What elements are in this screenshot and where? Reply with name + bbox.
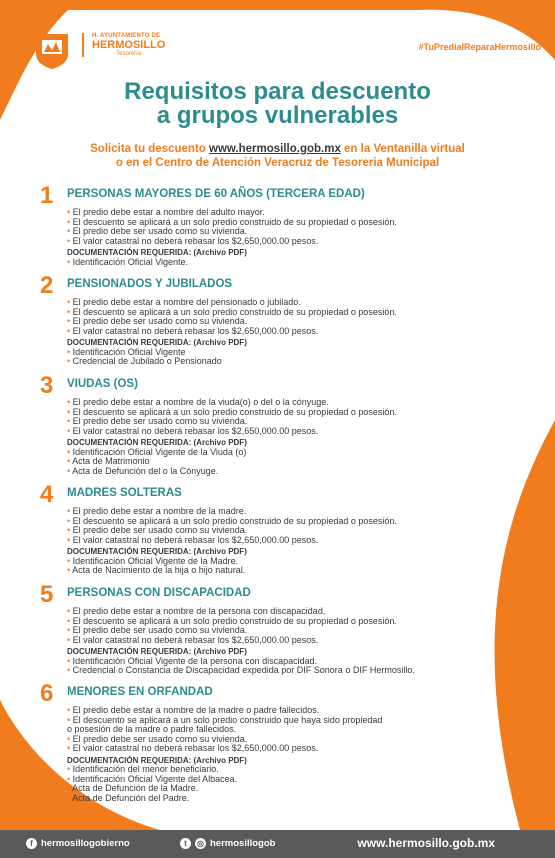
requirement-text: El predio debe ser usado como su vivienda. xyxy=(72,733,248,744)
org-name xyxy=(82,33,165,57)
bullet-icon: • xyxy=(67,297,73,307)
bullet-icon: • xyxy=(67,465,73,476)
footer-facebook-text: hermosillogobierno xyxy=(41,838,130,849)
document-item xyxy=(67,566,397,576)
section-number: 1 xyxy=(40,182,54,209)
org-line1: H. AYUNTAMIENTO DE xyxy=(92,33,161,39)
subtitle-suffix: en la Ventanilla virtual xyxy=(340,143,465,155)
bullet-icon: • xyxy=(67,207,73,217)
requirement-text: El predio debe estar a nombre de la madre o padre fallecidos. xyxy=(72,705,320,715)
document-text: Credencial o Constancia de Discapacidad expedida por DIF Sonora o DIF Hermosillo. xyxy=(72,665,415,675)
document-item xyxy=(67,794,382,804)
section-number: 2 xyxy=(40,272,54,299)
requirement-text: El descuento se aplicará a un solo predio construido de su propiedad o posesión. xyxy=(72,406,397,417)
document-item xyxy=(67,258,397,268)
requirement-text: El descuento se aplicará a un solo predio construido de su propiedad o posesión. xyxy=(72,515,397,526)
document-text: Credencial de Jubilado o Pensionado xyxy=(72,356,222,366)
requirement-text: El descuento se aplicará a un solo predio construido que haya sido propiedad xyxy=(72,714,383,725)
section-title: MADRES SOLTERAS xyxy=(67,487,182,499)
instagram-icon: ◎ xyxy=(195,838,206,849)
bullet-icon: • xyxy=(67,306,73,317)
bullet-icon: • xyxy=(67,515,73,526)
subtitle-url-link[interactable]: www.hermosillo.gob.mx xyxy=(209,143,341,155)
subtitle-line2: o en el Centro de Atención Veracruz de Tesoreria Municipal xyxy=(115,157,440,169)
bullet-icon: • xyxy=(67,743,73,753)
requirement-text: El valor catastral no deberá rebasar los $2,650,000.00 pesos. xyxy=(72,325,319,336)
bullet-icon: • xyxy=(67,316,73,326)
bullet-icon: • xyxy=(67,256,73,267)
bullet-icon: • xyxy=(67,773,73,784)
document-text: Acta de Defunción del o la Cónyuge. xyxy=(72,465,219,476)
requirement-text: El predio debe estar a nombre del adulto mayor. xyxy=(72,207,265,217)
page-title xyxy=(0,80,555,128)
bullet-icon: • xyxy=(67,705,73,715)
requirement-text: El predio debe estar a nombre de la viuda(o) o del o la cónyuge. xyxy=(72,397,329,407)
requirement-text: El valor catastral no deberá rebasar los $2,650,000.00 pesos. xyxy=(72,743,319,753)
bullet-icon: • xyxy=(67,235,73,246)
bullet-icon: • xyxy=(67,565,73,575)
municipal-seal-icon xyxy=(32,30,72,70)
document-text: Identificación Oficial Vigente del Albacea. xyxy=(72,773,238,784)
bullet-icon: • xyxy=(67,356,73,366)
requirement-item xyxy=(67,237,397,247)
document-item xyxy=(67,666,415,676)
requirement-text: El predio debe estar a nombre del pensionado o jubilado. xyxy=(72,297,301,307)
requirement-text: o posesión de la madre o padre fallecidos. xyxy=(67,724,237,734)
bullet-icon: • xyxy=(67,625,73,635)
section-title: VIUDAS (OS) xyxy=(67,378,138,390)
org-line2: HERMOSILLO xyxy=(92,39,166,51)
section-title: PERSONAS CON DISCAPACIDAD xyxy=(67,587,251,599)
section-number: 5 xyxy=(40,581,54,608)
section-content xyxy=(67,507,397,576)
documents-heading: DOCUMENTACIÓN REQUERIDA: (Archivo PDF) xyxy=(67,547,247,556)
section-title: PERSONAS MAYORES DE 60 AÑOS (TERCERA EDAD) xyxy=(67,188,365,200)
section-content xyxy=(67,607,415,676)
document-item xyxy=(67,467,397,477)
bullet-icon: • xyxy=(67,425,73,436)
section-content xyxy=(67,298,397,367)
requirement-item xyxy=(67,536,397,546)
requirement-text: El valor catastral no deberá rebasar los $2,650,000.00 pesos. xyxy=(72,425,319,436)
document-text: Identificación Oficial Vigente de la persona con discapacidad. xyxy=(72,655,318,666)
subtitle-prefix: Solicita tu descuento xyxy=(90,143,209,155)
requirement-text: El predio debe ser usado como su vivienda. xyxy=(72,316,248,326)
requirement-text: El predio debe ser usado como su vivienda. xyxy=(72,625,248,635)
bullet-icon: • xyxy=(67,456,73,466)
requirement-text: El predio debe estar a nombre de la persona con discapacidad. xyxy=(72,606,326,616)
documents-heading: DOCUMENTACIÓN REQUERIDA: (Archivo PDF) xyxy=(67,338,247,347)
bullet-icon: • xyxy=(67,634,73,645)
requirement-text: El descuento se aplicará a un solo predio construido de su propiedad o posesión. xyxy=(72,216,397,227)
document-text: Acta de Nacimiento de la hija o hijo natural. xyxy=(72,565,246,575)
requirement-text: El predio debe ser usado como su vivienda. xyxy=(72,525,248,535)
requirement-item xyxy=(67,636,415,646)
section-number: 3 xyxy=(40,372,54,399)
bullet-icon: • xyxy=(67,733,73,744)
hashtag: #TuPredialReparaHermosillo xyxy=(418,42,541,52)
requirement-item xyxy=(67,427,397,437)
requirement-text: El descuento se aplicará a un solo predio construido de su propiedad o posesión. xyxy=(72,615,397,626)
documents-heading: DOCUMENTACIÓN REQUERIDA: (Archivo PDF) xyxy=(67,438,247,447)
bullet-icon: • xyxy=(67,655,73,666)
section-title: PENSIONADOS Y JUBILADOS xyxy=(67,278,233,290)
org-line3: Tesorería xyxy=(116,51,142,57)
section-content xyxy=(67,208,397,267)
bullet-icon: • xyxy=(67,534,73,545)
bullet-icon: • xyxy=(67,665,73,675)
requirement-text: El valor catastral no deberá rebasar los $2,650,000.00 pesos. xyxy=(72,235,319,246)
document-text: Identificación Oficial Vigente de la Viuda (o) xyxy=(72,446,247,457)
bullet-icon: • xyxy=(67,555,73,566)
requirement-text: El valor catastral no deberá rebasar los $2,650,000.00 pesos. xyxy=(72,534,319,545)
bullet-icon: • xyxy=(67,216,73,227)
requirement-text: El predio debe ser usado como su vivienda. xyxy=(72,416,248,426)
requirement-text: El predio debe estar a nombre de la madre. xyxy=(72,506,247,516)
document-text: Acta de Matrimonio xyxy=(72,456,150,466)
bullet-icon: • xyxy=(67,346,73,357)
document-text: Identificación Oficial Vigente de la Madre. xyxy=(72,555,239,566)
bullet-icon: • xyxy=(67,792,73,803)
documents-heading: DOCUMENTACIÓN REQUERIDA: (Archivo PDF) xyxy=(67,647,247,656)
documents-heading: DOCUMENTACIÓN REQUERIDA: (Archivo PDF) xyxy=(67,755,247,765)
document-item xyxy=(67,357,397,367)
section-number: 4 xyxy=(40,481,54,508)
bullet-icon: • xyxy=(67,325,73,336)
bullet-icon: • xyxy=(67,446,73,457)
requirement-item xyxy=(67,327,397,337)
bullet-icon: • xyxy=(67,606,73,616)
document-text: Acta de Defunción del Padre. xyxy=(72,792,190,803)
bullet-icon: • xyxy=(67,714,73,725)
requirement-text: El valor catastral no deberá rebasar los $2,650,000.00 pesos. xyxy=(72,634,319,645)
header xyxy=(0,0,555,80)
twitter-icon: t xyxy=(180,838,191,849)
bullet-icon: • xyxy=(67,615,73,626)
document-text: Identificación Oficial Vigente xyxy=(72,346,186,357)
bullet-icon: • xyxy=(67,226,73,236)
facebook-icon: f xyxy=(26,838,37,849)
bullet-icon: • xyxy=(67,506,73,516)
bullet-icon: • xyxy=(67,525,73,535)
section-title: MENORES EN ORFANDAD xyxy=(67,686,213,698)
footer-social[interactable] xyxy=(180,838,275,849)
title-line1: Requisitos para descuento xyxy=(124,78,431,105)
title-line2: a grupos vulnerables xyxy=(156,102,399,129)
footer-social-text: hermosillogob xyxy=(210,838,276,849)
bullet-icon: • xyxy=(67,406,73,417)
section-content xyxy=(67,398,397,476)
document-text: Identificación del menor beneficiario. xyxy=(72,764,219,774)
footer xyxy=(0,830,555,858)
requirement-text: El predio debe ser usado como su vivienda. xyxy=(72,226,248,236)
section-number: 6 xyxy=(40,680,54,707)
footer-facebook[interactable] xyxy=(26,838,130,849)
bullet-icon: • xyxy=(67,764,73,774)
requirement-text: El descuento se aplicará a un solo predio construido de su propiedad o posesión. xyxy=(72,306,397,317)
subtitle xyxy=(0,142,555,170)
footer-website-link[interactable]: www.hermosillo.gob.mx xyxy=(357,836,495,850)
document-text: Identificación Oficial Vigente. xyxy=(72,256,189,267)
document-text: Acta de Defunción de la Madre. xyxy=(72,783,199,793)
bullet-icon: • xyxy=(67,783,73,793)
requirement-item xyxy=(67,744,382,754)
bullet-icon: • xyxy=(67,416,73,426)
documents-heading: DOCUMENTACIÓN REQUERIDA: (Archivo PDF) xyxy=(67,248,247,257)
bullet-icon: • xyxy=(67,397,73,407)
section-content xyxy=(67,706,382,803)
